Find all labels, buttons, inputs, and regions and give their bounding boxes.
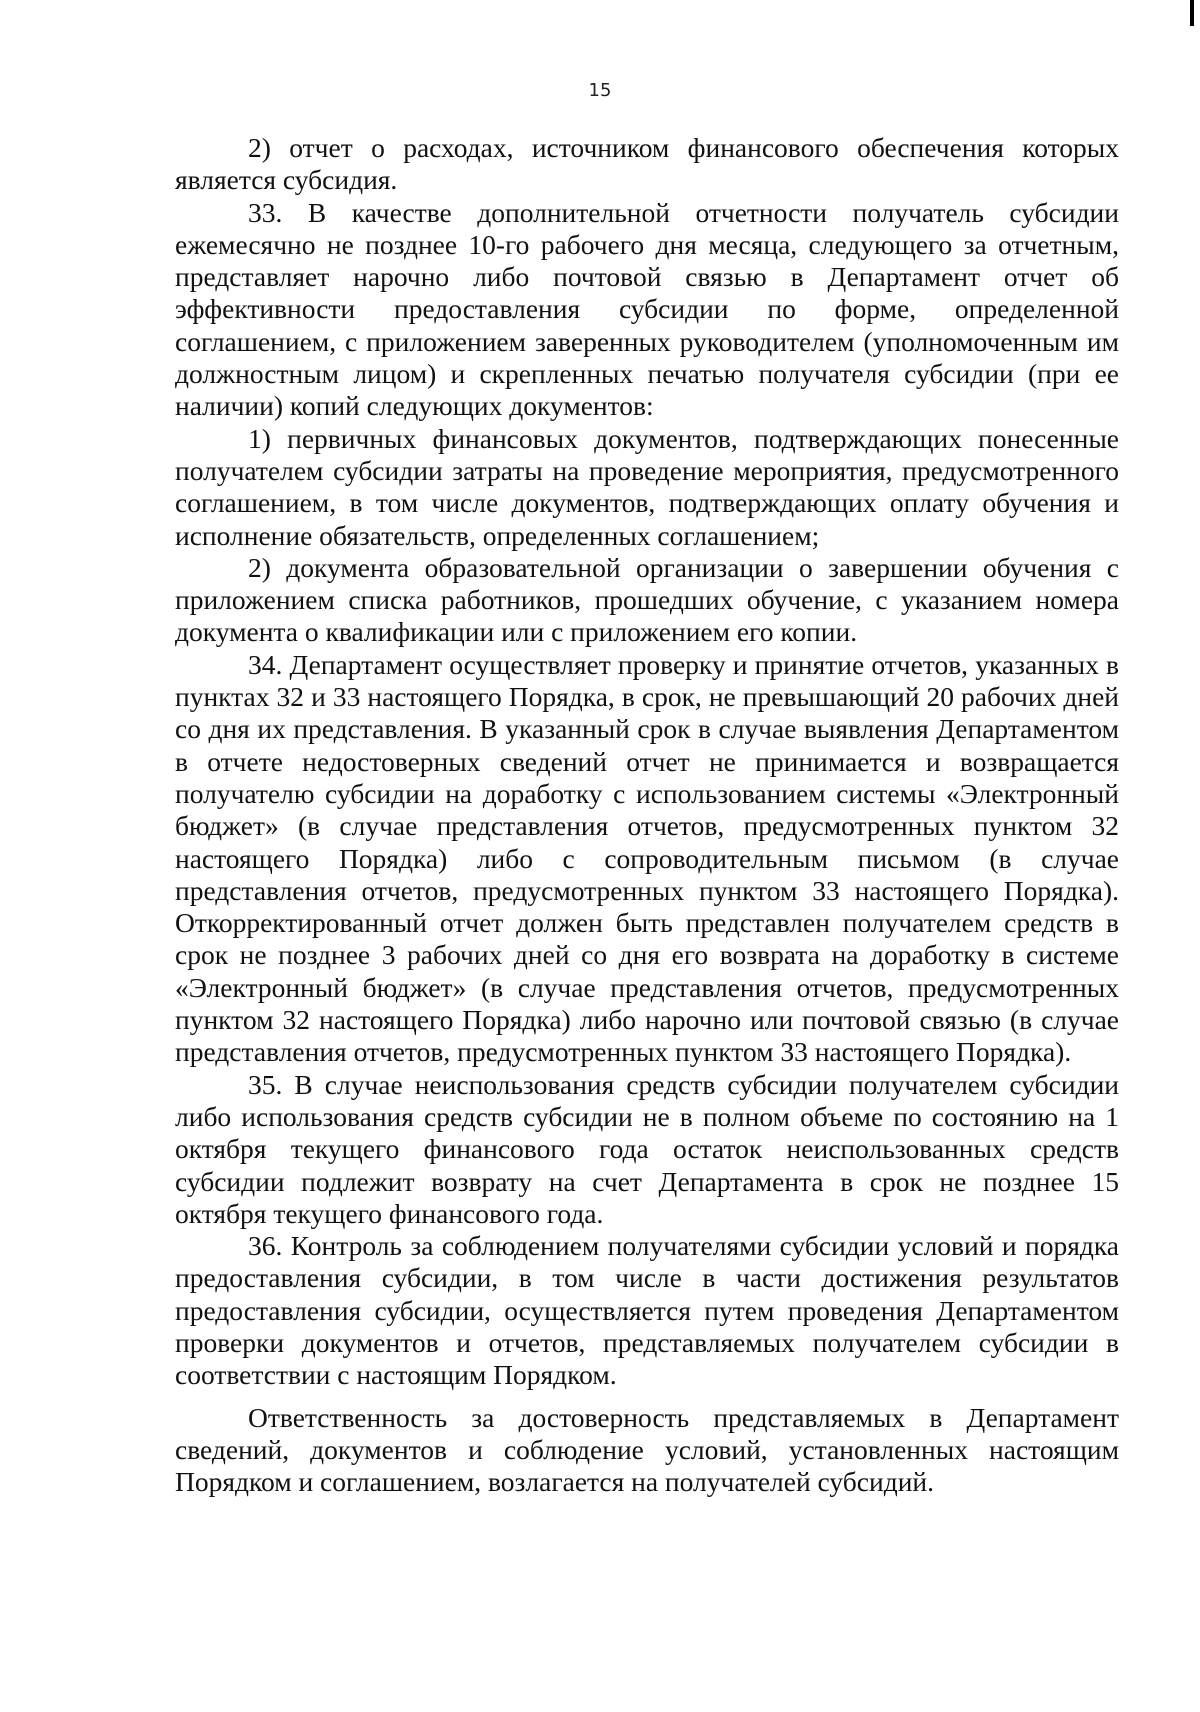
page-number: 15 bbox=[588, 80, 612, 101]
paragraph-item-34: 34. Департамент осуществляет проверку и принятие отчетов, указанных в пунктах 32 и 33 настоящего Порядка, в срок, не превышающий 20 рабочих дней со дня их представления. В указанный срок в случае выявления Департаментом в отчете недостоверных сведений отчет не принимается и возвращается получателю субсидии на доработку с использованием системы «Электронный бюджет» (в случае представления отчетов, предусмотренных пунктом 32 настоящего Порядка) либо с сопроводительным письмом (в случае представления отчетов, предусмотренных пунктом 33 настоящего Порядка). Откорректированный отчет должен быть представлен получателем средств в срок не позднее 3 рабочих дней со дня его возврата на доработку в системе «Электронный бюджет» (в случае представления отчетов, предусмотренных пунктом 32 настоящего Порядка) либо нарочно или почтовой связью (в случае представления отчетов, предусмотренных пунктом 33 настоящего Порядка). bbox=[175, 648, 1119, 1068]
paragraph-item-33-sub-2: 2) документа образовательной организации о завершении обучения с приложением списка работников, прошедших обучение, с указанием номера документа о квалификации или с приложением его копии. bbox=[175, 551, 1119, 648]
paragraph-item-35: 35. В случае неиспользования средств субсидии получателем субсидии либо использования средств субсидии не в полном объеме по состоянию на 1 октября текущего финансового года остаток неиспользованных средств субсидии подлежит возврату на счет Департамента в срок не позднее 15 октября текущего финансового года. bbox=[175, 1068, 1119, 1229]
document-body bbox=[175, 132, 1119, 1498]
paragraph-responsibility: Ответственность за достоверность представляемых в Департамент сведений, документов и соблюдение условий, установленных настоящим Порядком и соглашением, возлагается на получателей субсидий. bbox=[175, 1401, 1119, 1498]
paragraph-report-expenses: 2) отчет о расходах, источником финансового обеспечения которых является субсидия. bbox=[175, 132, 1119, 196]
paragraph-item-33: 33. В качестве дополнительной отчетности получатель субсидии ежемесячно не позднее 10-го рабочего дня месяца, следующего за отчетным, представляет нарочно либо почтовой связью в Департамент отчет об эффективности предоставления субсидии по форме, определенной соглашением, с приложением заверенных руководителем (уполномоченным им должностным лицом) и скрепленных печатью получателя субсидии (при ее наличии) копий следующих документов: bbox=[175, 196, 1119, 422]
paragraph-item-33-sub-1: 1) первичных финансовых документов, подтверждающих понесенные получателем субсидии затраты на проведение мероприятия, предусмотренного соглашением, в том числе документов, подтверждающих оплату обучения и исполнение обязательств, определенных соглашением; bbox=[175, 422, 1119, 551]
scan-edge-mark bbox=[1190, 0, 1194, 26]
paragraph-item-36: 36. Контроль за соблюдением получателями субсидии условий и порядка предоставления субсидии, в том числе в части достижения результатов предоставления субсидии, осуществляется путем проведения Департаментом проверки документов и отчетов, представляемых получателем субсидии в соответствии с настоящим Порядком. bbox=[175, 1230, 1119, 1391]
